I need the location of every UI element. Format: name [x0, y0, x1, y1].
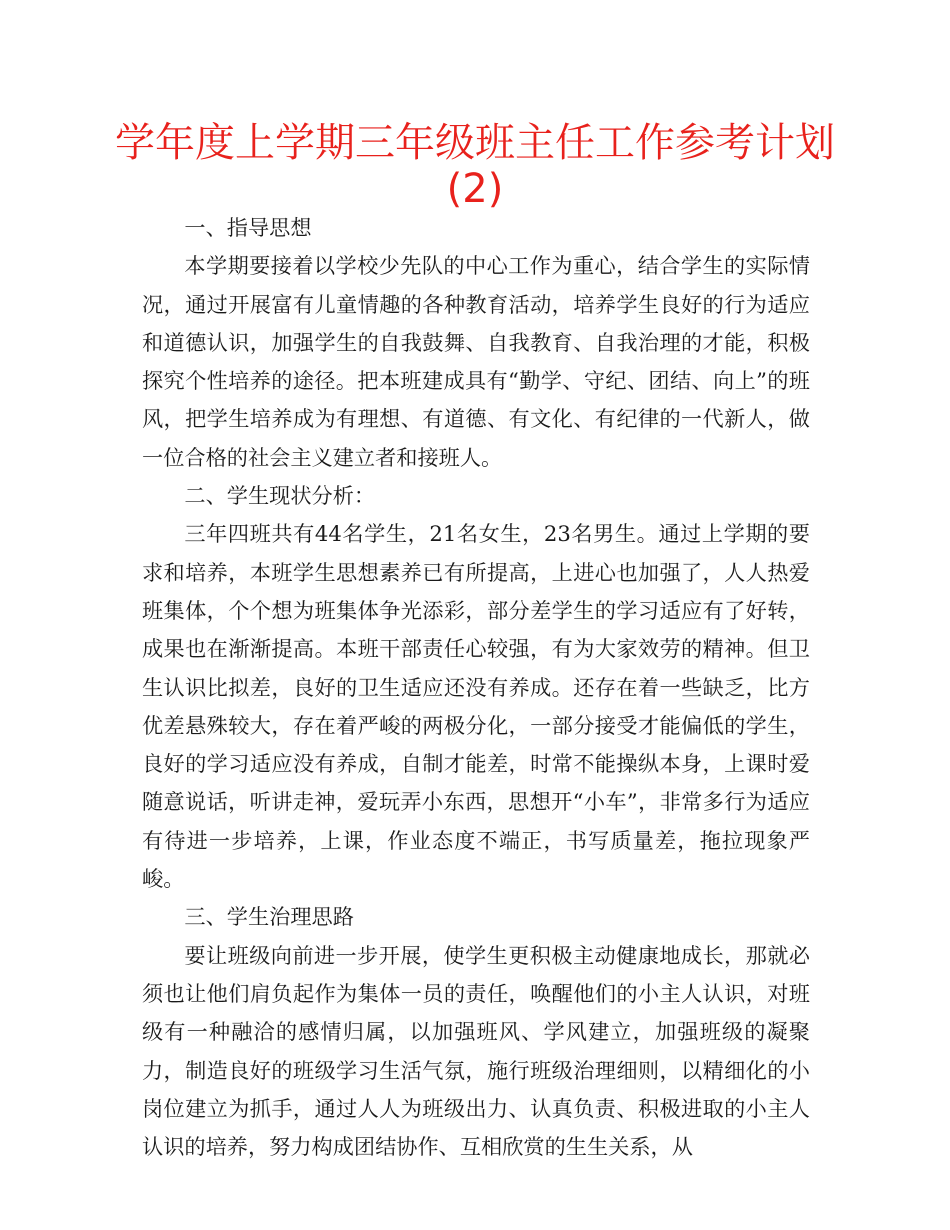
- section-heading: 三、学生治理思路: [184, 904, 354, 930]
- document-body: [142, 209, 810, 1166]
- section-heading: 二、学生现状分析：: [184, 483, 376, 509]
- body-paragraph: 本学期要接着以学校少先队的中心工作为重心，结合学生的实际情况，通过开展富有儿童情趣的各种教育活动，培养学生良好的行为适应和道德认识，加强学生的自我鼓舞、自我教育、自我治理的才能，积极探究个性培养的途径。把本班建成具有“勤学、守纪、团结、向上”的班风，把学生培养成为有理想、有道德、有文化、有纪律的一代新人，做一位合格的社会主义建立者和接班人。: [142, 253, 810, 470]
- document-title: 学年度上学期三年级班主任工作参考计划(2): [115, 120, 835, 212]
- body-paragraph: 要让班级向前进一步开展，使学生更积极主动健康地成长，那就必须也让他们肩负起作为集体一员的责任，唤醒他们的小主人认识，对班级有一种融洽的感情归属，以加强班风、学风建立，加强班级的凝聚力，制造良好的班级学习生活气氛，施行班级治理细则，以精细化的小岗位建立为抓手，通过人人为班级出力、认真负责、积极进取的小主人认识的培养，努力构成团结协作、互相欣赏的生生关系，从: [142, 942, 810, 1160]
- body-paragraph: 三年四班共有44名学生，21名女生，23名男生。通过上学期的要求和培养，本班学生思想素养已有所提高，上进心也加强了，人人热爱班集体，个个想为班集体争光添彩，部分差学生的学习适应有了好转，成果也在渐渐提高。本班干部责任心较强，有为大家效劳的精神。但卫生认识比拟差，良好的卫生适应还没有养成。还存在着一些缺乏，比方优差悬殊较大，存在着严峻的两极分化，一部分接受才能偏低的学生，良好的学习适应没有养成，自制才能差，时常不能操纵本身，上课时爱随意说话，听讲走神，爱玩弄小东西，思想开“小车”，非常多行为适应有待进一步培养，上课，作业态度不端正，书写质量差，拖拉现象严峻。: [142, 521, 810, 892]
- section-heading: 一、指导思想: [184, 215, 312, 240]
